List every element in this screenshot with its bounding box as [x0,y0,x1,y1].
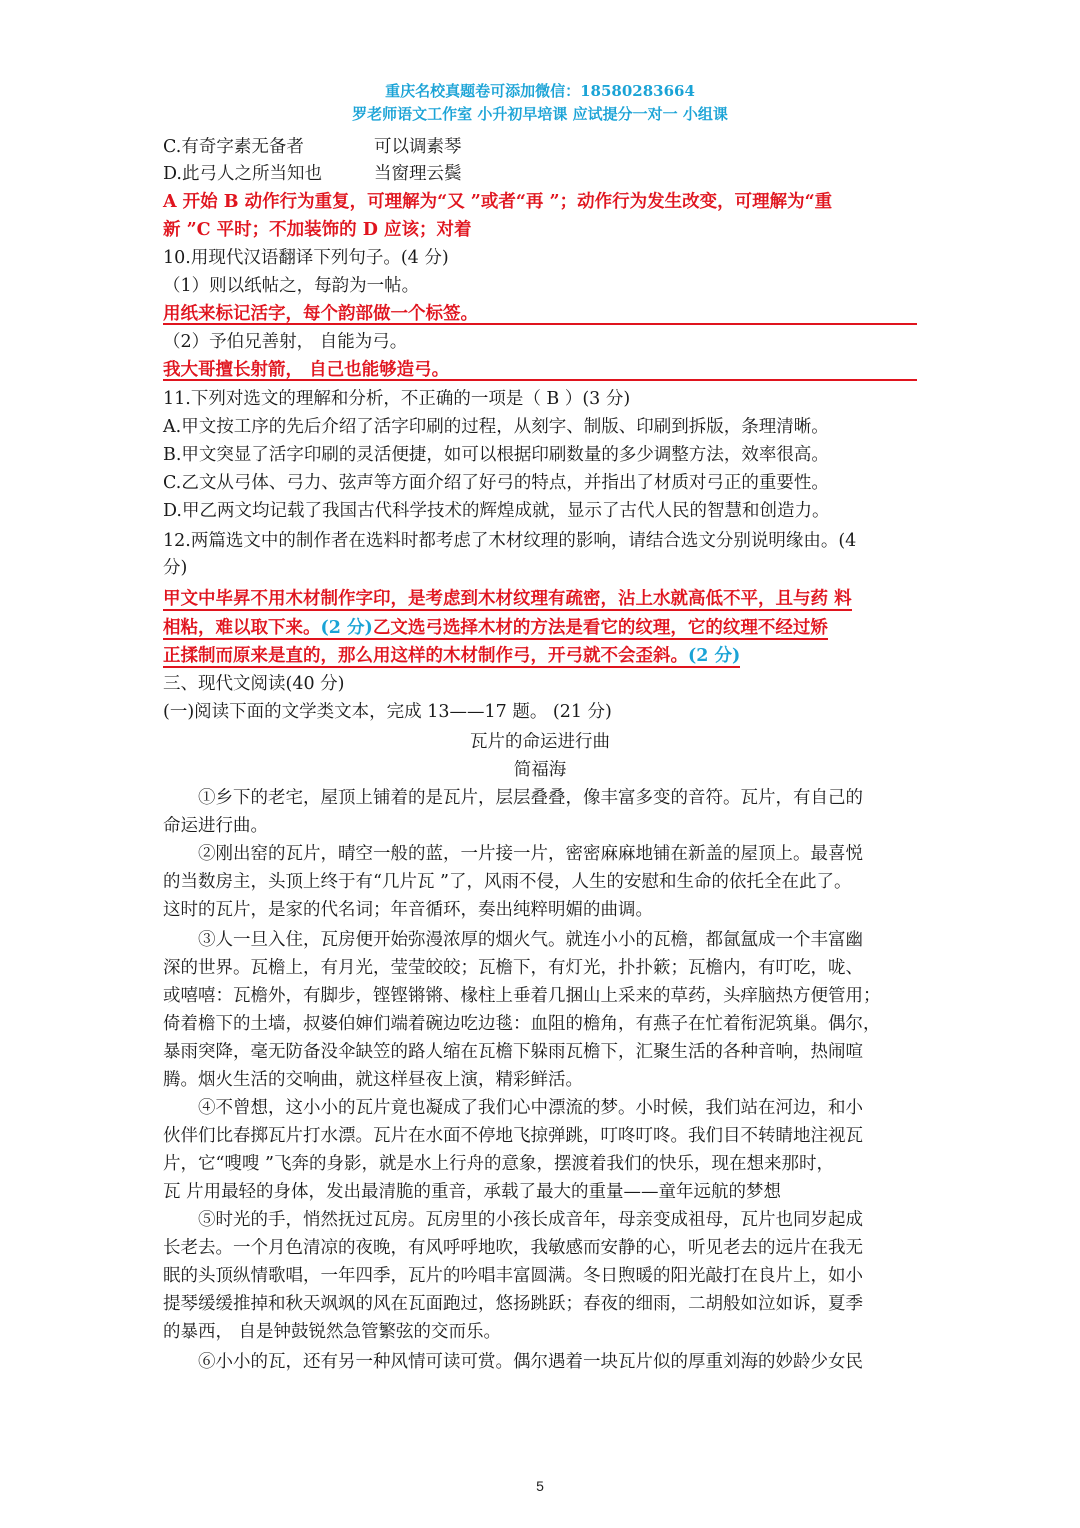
article-line: 或嘻嘻：瓦檐外，有脚步，铿铿锵锵、椽柱上垂着几捆山上采来的草药，头痒脑热方便管用； [163,986,881,1006]
q12-answer-line1 [163,588,852,610]
article-line: 暴雨突降，毫无防备没伞缺笠的路人缩在瓦檐下躲雨瓦檐下，汇聚生活的各种音响，热闹喧 [163,1042,863,1062]
article-title: 瓦片的命运进行曲 [470,732,610,752]
q12-score-1: (2 分) [320,618,373,638]
article-line: ②刚出窑的瓦片，晴空一般的蓝，一片接一片，密密麻麻地铺在新盖的屋顶上。最喜悦 [198,844,863,864]
q11-option-d: D.甲乙两文均记载了我国古代科学技术的辉煌成就，显示了古代人民的智慧和创造力。 [163,501,830,521]
q12-answer-line3-a: 正揉制而原来是直的，那么用这样的木材制作弓，开弓就不会歪斜。 [163,646,688,666]
q12-answer-line2-c: 乙文选弓选择木材的方法是看它的纹理，它的纹理不经过矫 [372,618,828,638]
q11-option-a: A.甲文按工序的先后介绍了活字印刷的过程，从刻字、制版、印刷到拆版，条理清晰。 [163,417,829,437]
article-line: ④不曾想，这小小的瓦片竟也凝成了我们心中漂流的梦。小时候，我们站在河边，和小 [198,1098,863,1118]
q10-stem: 10.用现代汉语翻译下列句子。(4 分) [163,248,449,268]
article-line: 的暴西， 自是钟鼓锐然急管繁弦的交而乐。 [163,1322,502,1342]
q9-answer-line1: A 开始 B 动作行为重复，可理解为“又 ”或者“再 ”；动作行为发生改变，可理解为“重 [163,192,833,212]
q11-stem: 11.下列对选文的理解和分析，不正确的一项是（ B ）(3 分) [163,389,631,409]
answer-underline [163,379,917,381]
answer-underline [163,323,917,325]
q10-sentence-1: （1）则以纸帖之，每韵为一帖。 [163,276,420,296]
q10-answer-2: 我大哥擅长射箭， 自己也能够造弓。 [163,360,450,380]
article-line: 伙伴们比春掷瓦片打水漂。瓦片在水面不停地飞掠弹跳，叮咚叮咚。我们目不转睛地注视瓦 [163,1126,863,1146]
article-line: 倚着檐下的土墙，叔婆伯婶们端着碗边吃边毯：血阻的檐角，有燕子在忙着衔泥筑巢。偶尔， [163,1014,881,1034]
page-number: 5 [536,1478,544,1494]
q12-answer-line2-a: 相粘，难以取下来。 [163,618,321,638]
q12-answer-line2 [163,617,828,639]
q11-option-c: C.乙文从弓体、弓力、弦声等方面介绍了好弓的特点，并指出了材质对弓正的重要性。 [163,473,829,493]
q9-option-d-compare: 当窗理云鬓 [374,164,462,184]
q9-option-c-compare: 可以调素琴 [374,137,462,157]
article-line: 瓦 片用最轻的身体，发出最清脆的重音，承载了最大的重量——童年远航的梦想 [163,1182,782,1202]
article-line: 片，它“嗖嗖 ”飞奔的身影，就是水上行舟的意象，摆渡着我们的快乐，现在想来那时， [163,1154,834,1174]
q11-option-b: B.甲文突显了活字印刷的灵活便捷，如可以根据印刷数量的多少调整方法，效率很高。 [163,445,829,465]
article-line: 深的世界。瓦檐上，有月光，莹莹皎皎；瓦檐下，有灯光，扑扑簌；瓦檐内，有叮吃，咙、 [163,958,863,978]
q12-answer-line3 [163,645,740,667]
q12-stem-line1: 12.两篇选文中的制作者在选料时都考虑了木材纹理的影响，请结合选文分别说明缘由。(4 [163,531,857,551]
q10-sentence-2: （2）予伯兄善射， 自能为弓。 [163,332,408,352]
article-line: 的当数房主，头顶上终于有“几片瓦 ”了，风雨不侵，人生的安慰和生命的依托全在此了。 [163,872,852,892]
section-subtitle: (一)阅读下面的文学类文本，完成 13——17 题。 (21 分) [163,702,612,722]
header-contact: 重庆名校真题卷可添加微信：18580283664 [385,82,695,100]
header-promo: 罗老师语文工作室 小升初早培课 应试提分一对一 小组课 [352,105,728,123]
article-line: 这时的瓦片，是家的代名词；年音循环，奏出纯粹明媚的曲调。 [163,900,653,920]
q9-option-c: C.有奇字素无备者 [163,137,304,157]
article-line: 长老去。一个月色清凉的夜晚，有风呼呼地吹，我敏感而安静的心，听见老去的远片在我无 [163,1238,863,1258]
article-line: ⑥小小的瓦，还有另一种风情可读可赏。偶尔遇着一块瓦片似的厚重刘海的妙龄少女民 [198,1352,863,1372]
article-line: ⑤时光的手，悄然抚过瓦房。瓦房里的小孩长成音年，母亲变成祖母，瓦片也同岁起成 [198,1210,863,1230]
section-title: 三、现代文阅读(40 分) [163,674,345,694]
q12-score-2: (2 分) [688,646,741,666]
q12-answer-line1-text: 甲文中毕昇不用木材制作字印，是考虑到木材纹理有疏密，沾上水就高低不平，且与药 料 [163,589,852,609]
q9-option-d: D.此弓人之所当知也 [163,164,322,184]
article-line: ③人一旦入住，瓦房便开始弥漫浓厚的烟火气。就连小小的瓦檐，都氤氲成一个丰富幽 [198,930,863,950]
article-line: 腾。烟火生活的交响曲，就这样昼夜上演，精彩鲜活。 [163,1070,583,1090]
article-line: 眠的头顶纵情歌唱，一年四季，瓦片的吟唱丰富圆满。冬日煦暖的阳光敲打在良片上，如小 [163,1266,863,1286]
q12-stem-line2: 分) [163,558,188,578]
article-line: ①乡下的老宅，屋顶上铺着的是瓦片，层层叠叠，像丰富多变的音符。瓦片，有自己的 [198,788,863,808]
q10-answer-1: 用纸来标记活字，每个韵部做一个标签。 [163,304,478,324]
article-author: 简福海 [513,760,567,780]
article-line: 命运进行曲。 [163,816,268,836]
q9-answer-line2: 新 ”C 平时；不加装饰的 D 应该；对着 [163,220,472,240]
article-line: 提琴缓缓推掉和秋天飒飒的风在瓦面跑过，悠扬跳跃；春夜的细雨，二胡般如泣如诉，夏季 [163,1294,863,1314]
